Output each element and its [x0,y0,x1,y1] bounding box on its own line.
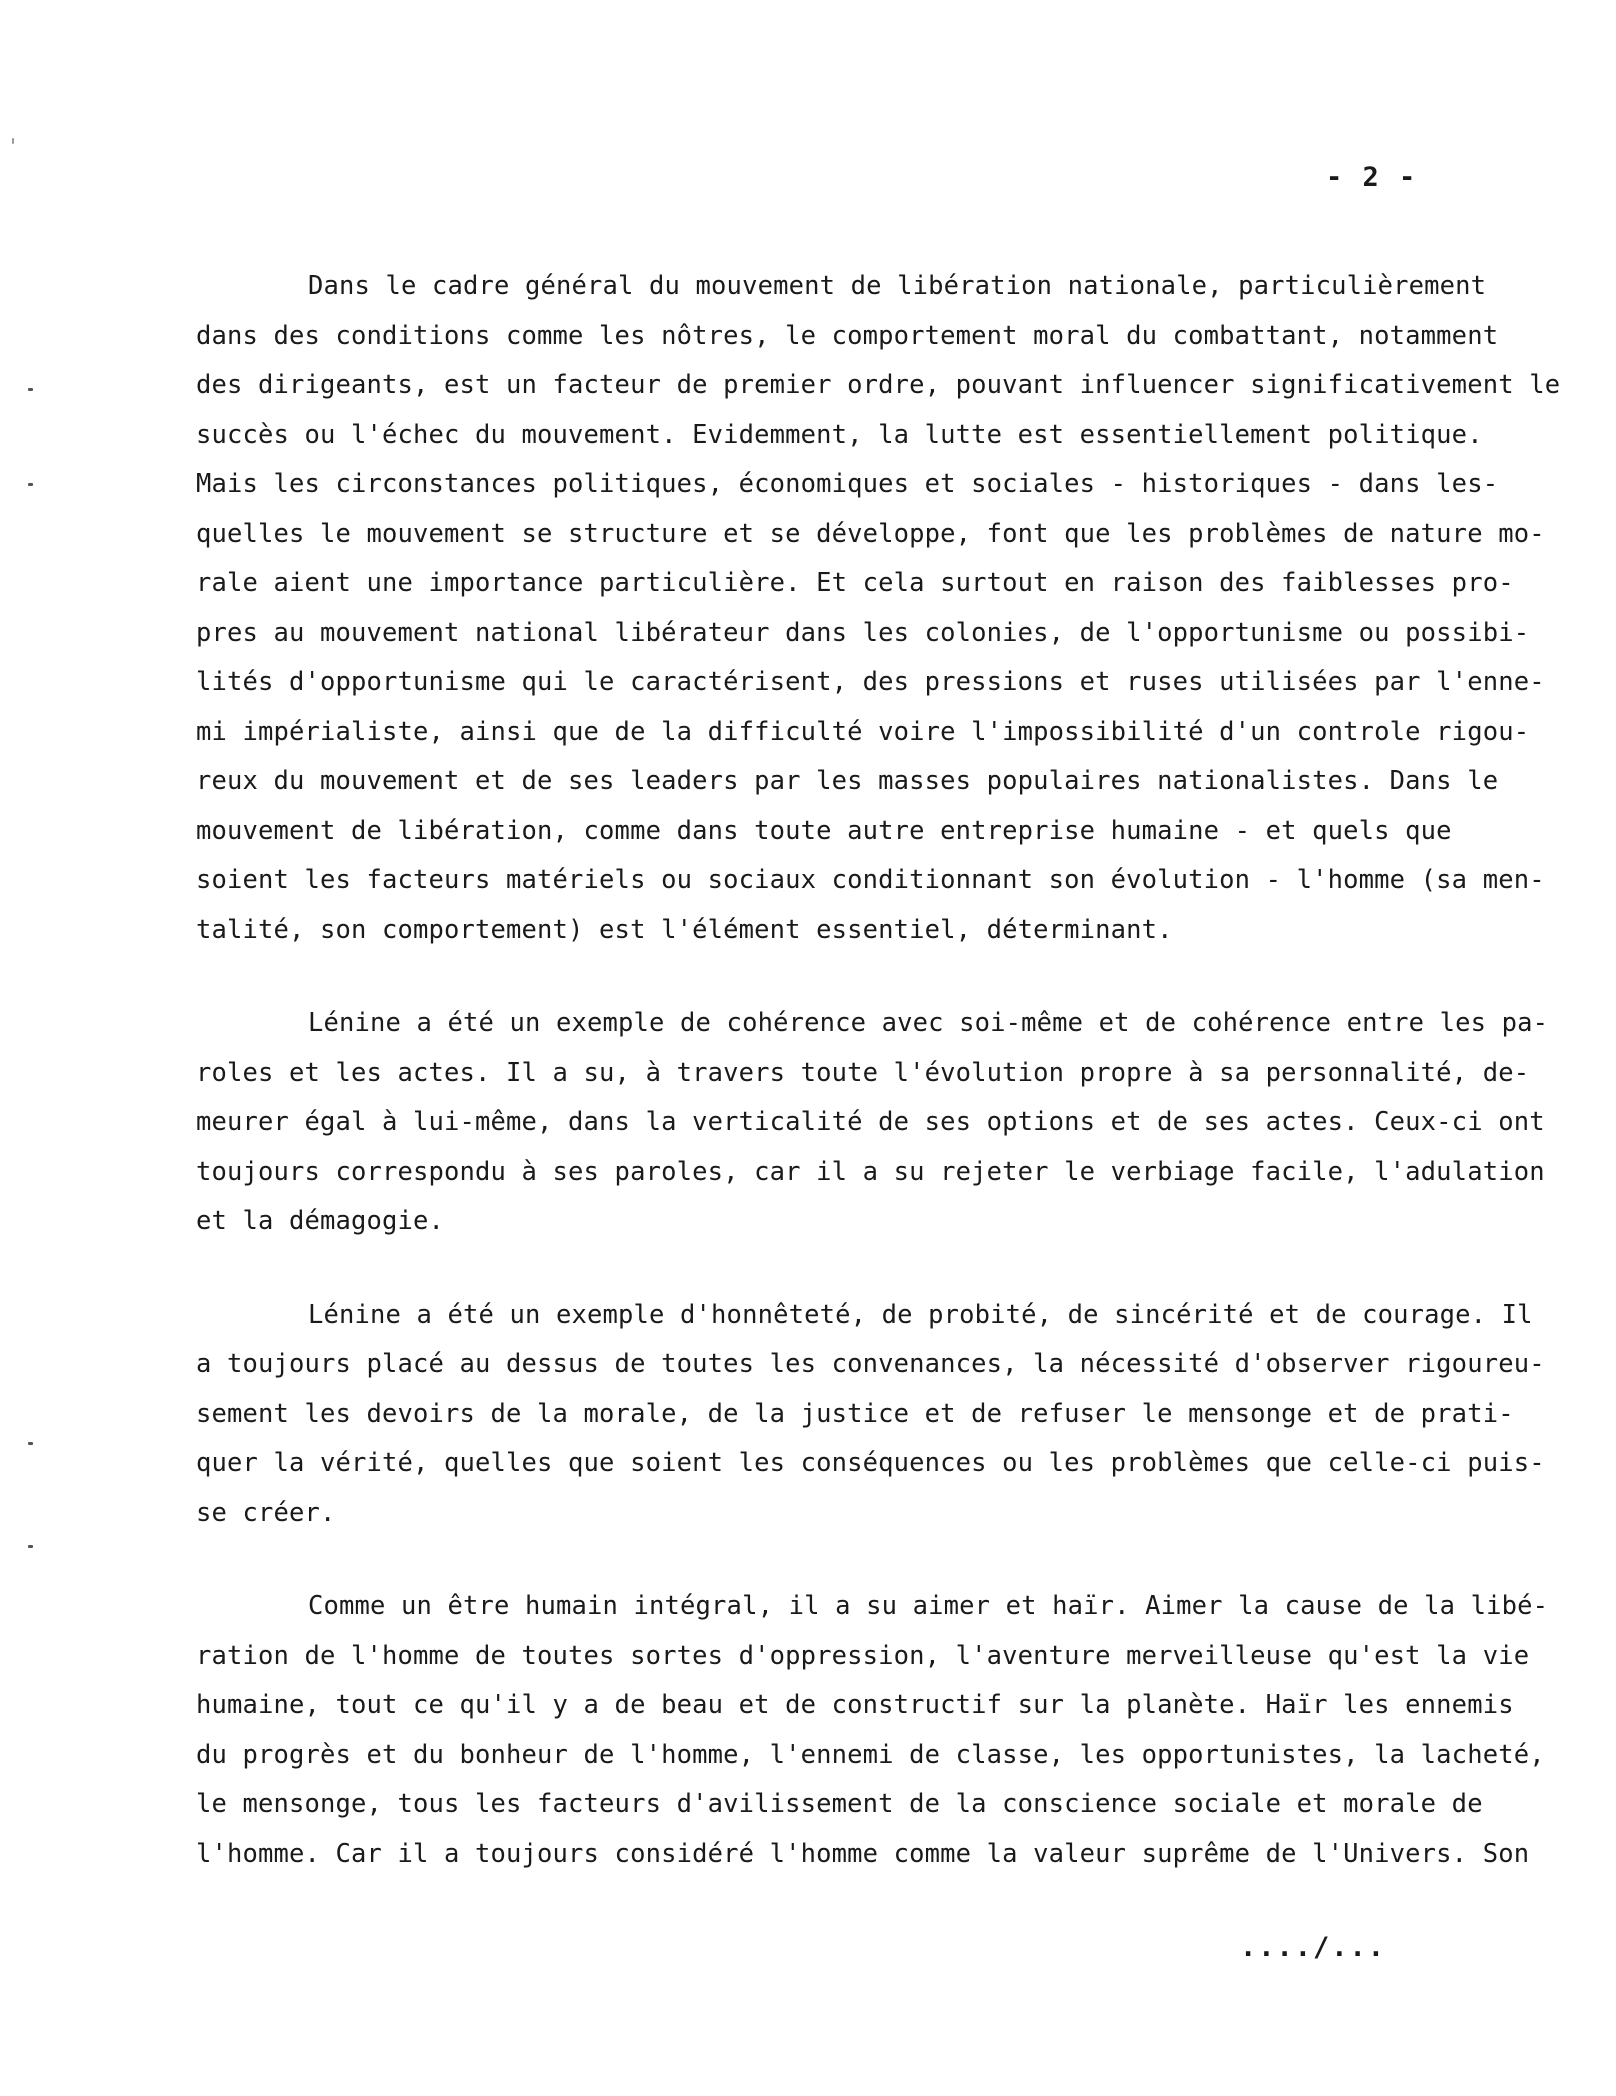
paragraph-2 [196,999,1566,1247]
text-line: pres au mouvement national libérateur dans les colonies, de l'opportunisme ou possibi- [196,617,1530,648]
text-line: quer la vérité, quelles que soient les conséquences ou les problèmes que celle-ci puis- [196,1448,1545,1478]
text-line: a toujours placé au dessus de toutes les convenances, la nécessité d'observer rigoureu- [196,1349,1545,1379]
margin-speck [28,1545,33,1548]
text-line: Lénine a été un exemple de cohérence avec soi-même et de cohérence entre les pa- [308,1008,1549,1038]
text-line: se créer. [196,1497,336,1528]
text-line: humaine, tout ce qu'il y a de beau et de constructif sur la planète. Haïr les ennemis [196,1690,1514,1720]
paragraph-1 [196,262,1566,955]
paragraph-3 [196,1291,1566,1539]
text-line: soient les facteurs matériels ou sociaux conditionnant son évolution - l'homme (sa men- [196,865,1545,895]
text-line: et la démagogie. [196,1206,445,1236]
text-line: quelles le mouvement se structure et se développe, font que les problèmes de nature mo- [196,518,1545,549]
text-line: talité, son comportement) est l'élément essentiel, déterminant. [196,914,1173,945]
paragraph-4 [196,1582,1566,1879]
text-line: rale aient une importance particulière. Et cela surtout en raison des faiblesses pro- [196,568,1514,598]
text-line: dans des conditions comme les nôtres, le comportement moral du combattant, notamment [196,320,1499,351]
margin-speck [12,138,14,144]
text-line: l'homme. Car il a toujours considéré l'homme comme la valeur suprême de l'Univers. Son [196,1838,1530,1869]
text-line: Comme un être humain intégral, il a su aimer et haïr. Aimer la cause de la libé- [308,1591,1549,1621]
text-line: succès ou l'échec du mouvement. Evidemment, la lutte est essentiellement politique. [196,419,1483,450]
text-line: meurer égal à lui-même, dans la verticalité de ses options et de ses actes. Ceux-ci ont [196,1107,1545,1137]
text-line: roles et les actes. Il a su, à travers toute l'évolution propre à sa personnalité, de- [196,1057,1530,1088]
margin-speck [28,483,33,486]
continuation-mark: ..../... [1240,1932,1387,1963]
text-line: des dirigeants, est un facteur de premier ordre, pouvant influencer significativement le [196,370,1561,400]
text-line: Mais les circonstances politiques, économiques et sociales - historiques - dans les- [196,469,1499,499]
text-line: reux du mouvement et de ses leaders par les masses populaires nationalistes. Dans le [196,766,1499,796]
margin-speck [28,388,33,391]
text-line: mouvement de libération, comme dans toute autre entreprise humaine - et quels que [196,815,1452,846]
text-line: Lénine a été un exemple d'honnêteté, de probité, de sincérité et de courage. Il [308,1299,1533,1330]
text-line: ration de l'homme de toutes sortes d'oppression, l'aventure merveilleuse qu'est la vie [196,1640,1530,1671]
text-line: lités d'opportunisme qui le caractérisent, des pressions et ruses utilisées par l'enne- [196,667,1545,697]
text-line: mi impérialiste, ainsi que de la difficulté voire l'impossibilité d'un controle rigou- [196,716,1530,747]
body-text [196,262,1566,1923]
text-line: sement les devoirs de la morale, de la justice et de refuser le mensonge et de prati- [196,1398,1514,1429]
margin-speck [28,1442,33,1445]
text-line: toujours correspondu à ses paroles, car il a su rejeter le verbiage facile, l'adulation [196,1156,1545,1187]
text-line: Dans le cadre général du mouvement de libération nationale, particulièrement [308,271,1487,301]
text-line: le mensonge, tous les facteurs d'avilissement de la conscience sociale et morale de [196,1789,1483,1819]
text-line: du progrès et du bonheur de l'homme, l'ennemi de classe, les opportunistes, la lacheté, [196,1739,1545,1770]
page-number: - 2 - [1326,162,1418,193]
